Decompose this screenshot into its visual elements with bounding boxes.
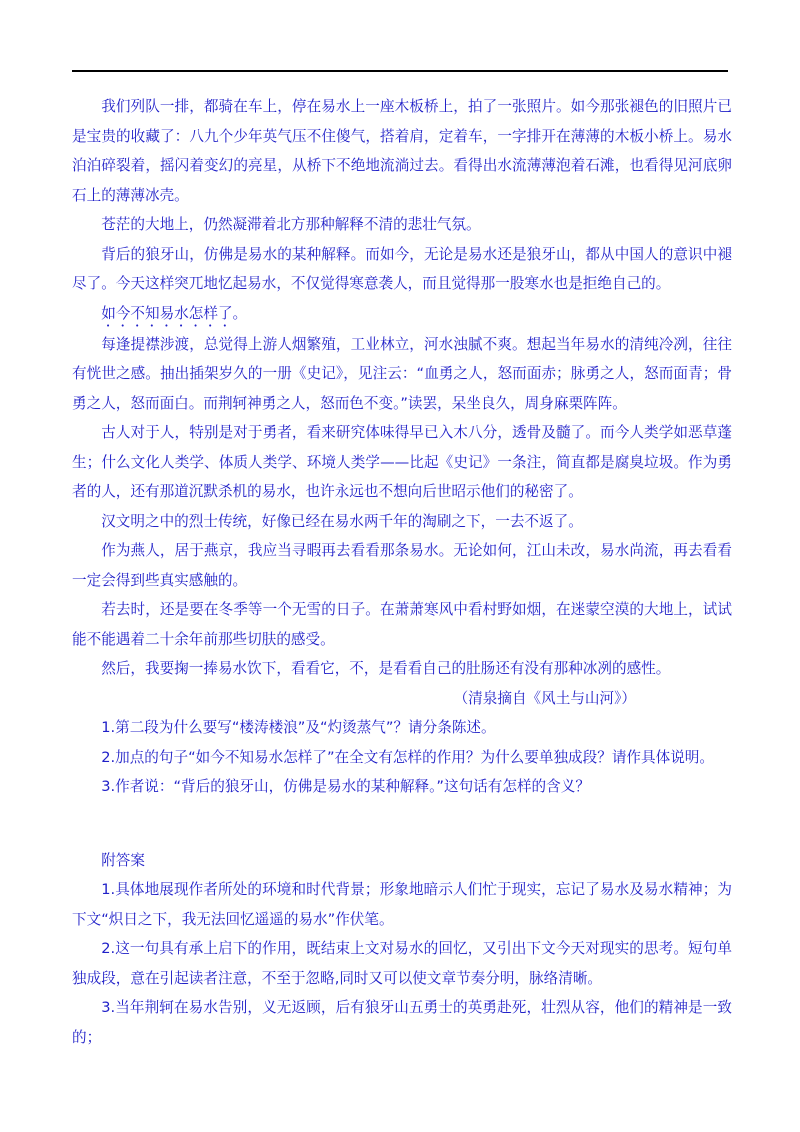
article-paragraph-4: 每逢提襟涉渡，总觉得上游人烟繁殖，工业林立，河水浊腻不爽。想起当年易水的清纯冷冽，往往有恍世之感。抽出插架岁久的一册《史记》，见注云：“血勇之人，怒而面赤；脉勇之人，怒而面青；骨勇之人，怒而面白。而荆轲神勇之人，怒而色不变。”读罢，呆坐良久，周身麻栗阵阵。 xyxy=(72,335,732,412)
document-body xyxy=(72,92,732,1052)
article-paragraph-3: 背后的狼牙山，仿佛是易水的某种解释。而如今，无论是易水还是狼牙山，都从中国人的意识中褪尽了。今天这样突兀地忆起易水，不仅觉得寒意袭人，而且觉得那一股寒水也是拒绝自己的。 xyxy=(72,245,732,292)
article-paragraph-9: 然后，我要掬一捧易水饮下，看看它，不，是看看自己的肚肠还有没有那种冰冽的感性。 xyxy=(101,660,671,677)
article-paragraph-7: 作为燕人，居于燕京，我应当寻暇再去看看那条易水。无论如何，江山未改，易水尚流，再去看看一定会得到些真实感触的。 xyxy=(72,542,732,589)
article-paragraph-5: 古人对于人，特别是对于勇者，看来研究体味得早已入木八分，透骨及髓了。而今人类学如恶草蓬生；什么文化人类学、体质人类学、环境人类学——比起《史记》一条注，简直都是腐臭垃圾。作为勇者的人，还有那道沉默杀机的易水，也许永远也不想向后世昭示他们的秘密了。 xyxy=(72,424,732,500)
section-gap xyxy=(72,802,732,846)
answers-heading: 附答案 xyxy=(101,851,145,869)
emphasized-sentence-text: 如今不知易水怎样了。 xyxy=(101,304,248,322)
answer-3: 3.当年荆轲在易水告别，义无返顾，后有狼牙山五勇士的英勇赴死，壮烈从容，他们的精神是一致的； xyxy=(72,999,732,1046)
emphasized-sentence xyxy=(72,299,732,330)
article-source: （清泉摘自《风土与山河》） xyxy=(453,689,636,707)
answer-1: 1.具体地展现作者所处的环境和时代背景；形象地暗示人们忙于现实，忘记了易水及易水精神；为下文“炽日之下，我无法回忆遥遥的易水”作伏笔。 xyxy=(72,881,732,928)
question-3: 3.作者说：“背后的狼牙山，仿佛是易水的某种解释。”这句话有怎样的含义？ xyxy=(101,778,590,795)
article-paragraph-6: 汉文明之中的烈士传统，好像已经在易水两千年的淘刷之下，一去不返了。 xyxy=(101,512,583,530)
article-paragraph-2: 苍茫的大地上，仍然凝滞着北方那种解释不清的悲壮气氛。 xyxy=(101,216,481,233)
question-2: 2.加点的句子“如今不知易水怎样了”在全文有怎样的作用？为什么要单独成段？请作具体说明。 xyxy=(101,748,714,766)
question-1: 1.第二段为什么要写“楼涛楼浪”及“灼烫蒸气”？请分条陈述。 xyxy=(101,719,496,736)
article-paragraph-1: 我们列队一排，都骑在车上，停在易水上一座木板桥上，拍了一张照片。如今那张褪色的旧照片已是宝贵的收藏了：八九个少年英气压不住傻气，搭着肩，定着车，一字排开在薄薄的木板小桥上。易水泊泊碎裂着，摇闪着变幻的亮星，从桥下不绝地流淌过去。看得出水流薄薄泡着石滩，也看得见河底卵石上的薄薄冰壳。 xyxy=(72,98,732,204)
article-paragraph-8: 若去时，还是要在冬季等一个无雪的日子。在萧萧寒风中看村野如烟，在迷蒙空漠的大地上，试试能不能遇着二十余年前那些切肤的感受。 xyxy=(72,601,732,648)
header-rule xyxy=(72,70,728,72)
answer-2: 2.这一句具有承上启下的作用，既结束上文对易水的回忆，又引出下文今天对现实的思考。短句单独成段，意在引起读者注意，不至于忽略,同时又可以使文章节奏分明，脉络清晰。 xyxy=(72,940,732,987)
